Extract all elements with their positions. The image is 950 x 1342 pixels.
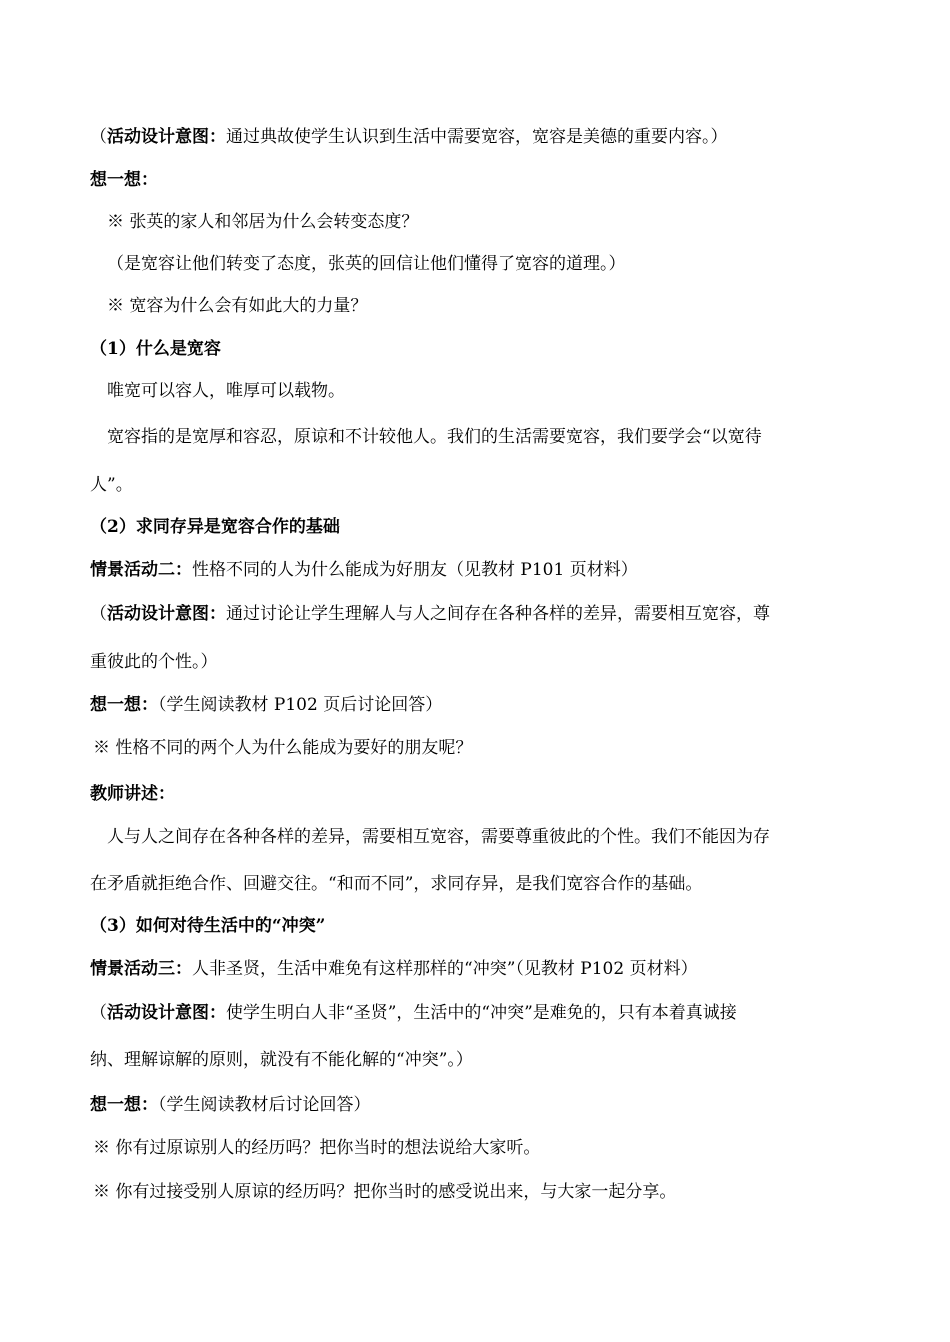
intent-line-2b: 重彼此的个性。） xyxy=(90,652,218,672)
scene-text: 人非圣贤，生活中难免有这样那样的“冲突”（见教材 P102 页材料） xyxy=(192,959,698,979)
question-5: ※ 你有过接受别人原谅的经历吗？把你当时的感受说出来，与大家一起分享。 xyxy=(93,1182,677,1202)
paragraph-2-line-2: 人”。 xyxy=(90,475,133,495)
scene-text: 性格不同的人为什么能成为好朋友（见教材 P101 页材料） xyxy=(192,560,638,580)
intent-line-1 xyxy=(90,126,728,148)
section-heading-3: （3）如何对待生活中的“冲突” xyxy=(90,916,326,936)
intent-label: 活动设计意图： xyxy=(107,127,226,147)
think-text: （学生阅读教材后讨论回答） xyxy=(158,1095,371,1115)
scene-label: 情景活动二： xyxy=(90,560,192,580)
answer-1: （是宽容让他们转变了态度，张英的回信让他们懂得了宽容的道理。） xyxy=(107,254,626,274)
think-line-2 xyxy=(90,694,442,716)
intent-label: 活动设计意图： xyxy=(107,604,226,624)
intent-open-paren: （ xyxy=(90,1003,107,1023)
intent-text: 通过典故使学生认识到生活中需要宽容，宽容是美德的重要内容。） xyxy=(226,127,728,147)
intent-line-3b: 纳、理解谅解的原则，就没有不能化解的“冲突”。） xyxy=(90,1050,473,1070)
think-heading-1: 想一想： xyxy=(90,170,158,190)
scene-activity-2 xyxy=(90,559,638,581)
paragraph-2-line-1: 宽容指的是宽厚和容忍，原谅和不计较他人。我们的生活需要宽容，我们要学会“以宽待 xyxy=(107,427,762,447)
intent-label: 活动设计意图： xyxy=(107,1003,226,1023)
scene-label: 情景活动三： xyxy=(90,959,192,979)
think-label: 想一想： xyxy=(90,1095,158,1115)
question-2: ※ 宽容为什么会有如此大的力量？ xyxy=(107,296,368,316)
paragraph-3-line-1: 人与人之间存在各种各样的差异，需要相互宽容，需要尊重彼此的个性。我们不能因为存 xyxy=(107,827,770,847)
intent-open-paren: （ xyxy=(90,127,107,147)
teacher-heading: 教师讲述： xyxy=(90,784,175,804)
scene-activity-3 xyxy=(90,958,698,980)
think-line-3 xyxy=(90,1094,371,1116)
question-4: ※ 你有过原谅别人的经历吗？把你当时的想法说给大家听。 xyxy=(93,1138,541,1158)
question-1: ※ 张英的家人和邻居为什么会转变态度？ xyxy=(107,212,419,232)
think-text: （学生阅读教材 P102 页后讨论回答） xyxy=(158,695,443,715)
think-label: 想一想： xyxy=(90,695,158,715)
paragraph-3-line-2: 在矛盾就拒绝合作、回避交往。“和而不同”，求同存异，是我们宽容合作的基础。 xyxy=(90,874,703,894)
intent-line-3a xyxy=(90,1002,737,1024)
section-heading-2: （2）求同存异是宽容合作的基础 xyxy=(90,517,340,537)
question-3: ※ 性格不同的两个人为什么能成为要好的朋友呢？ xyxy=(93,738,473,758)
intent-line-2a xyxy=(90,603,770,625)
section-heading-1: （1）什么是宽容 xyxy=(90,339,221,359)
intent-text: 使学生明白人非“圣贤”，生活中的“冲突”是难免的，只有本着真诚接 xyxy=(226,1003,737,1023)
paragraph-1: 唯宽可以容人，唯厚可以载物。 xyxy=(107,381,345,401)
intent-open-paren: （ xyxy=(90,604,107,624)
intent-text: 通过讨论让学生理解人与人之间存在各种各样的差异，需要相互宽容，尊 xyxy=(226,604,770,624)
